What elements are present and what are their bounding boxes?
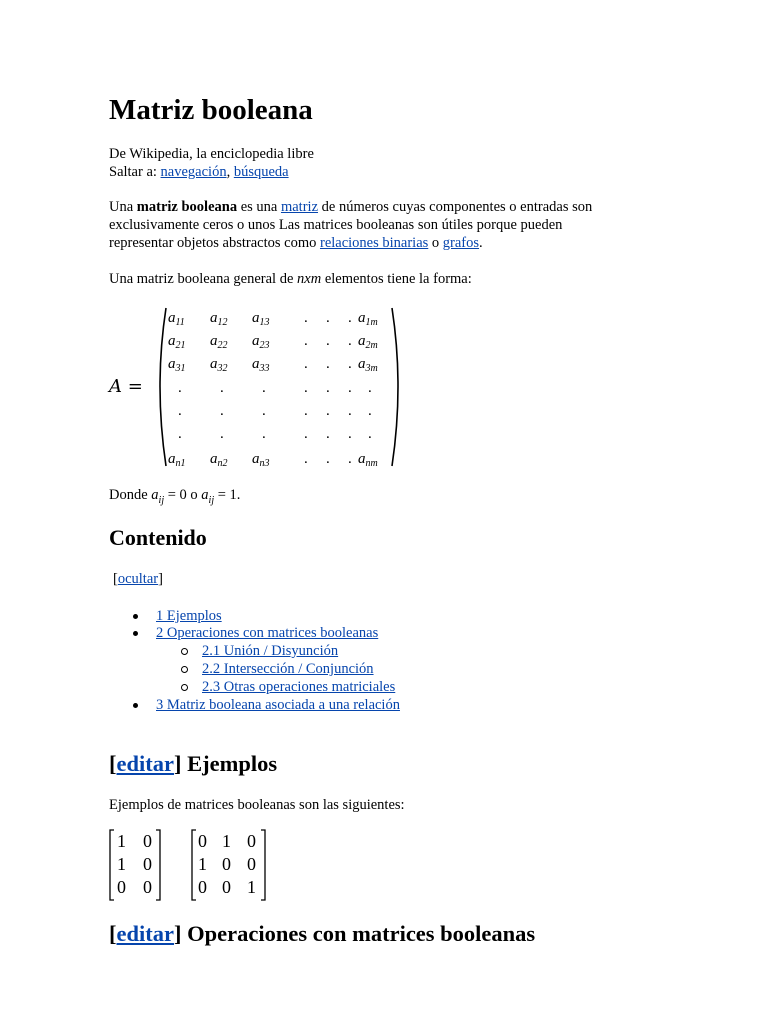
- matrix-cell: .: [326, 403, 330, 419]
- section-title: Operaciones con matrices booleanas: [187, 921, 536, 946]
- matrix-cell: .: [304, 403, 308, 419]
- example-matrix-2-cell: 1: [222, 831, 231, 851]
- matrix-cell: .: [348, 310, 352, 326]
- intro-text: .: [479, 235, 483, 251]
- general-form-a: Una matriz booleana general de: [109, 271, 298, 287]
- example-matrix-2-cell: 0: [222, 877, 231, 897]
- toc-item-link[interactable]: 2 Operaciones con matrices booleanas: [156, 625, 379, 641]
- intro-text: representar objetos abstractos como: [109, 235, 320, 251]
- matrix-cell: $a_{22}$: [210, 333, 228, 351]
- example-matrix-2-cell: 1: [247, 877, 256, 897]
- matrix-cell: .: [326, 333, 330, 349]
- matrix-cell: .: [348, 333, 352, 349]
- matrix-cell: .: [326, 380, 330, 396]
- matrix-cell: .: [304, 426, 308, 442]
- where-line: [109, 486, 240, 510]
- matrix-cell: .: [368, 426, 372, 442]
- matrix-cell: .: [178, 403, 182, 419]
- jump-prefix: Saltar a:: [109, 164, 161, 180]
- search-link[interactable]: búsqueda: [233, 164, 289, 180]
- toc-heading: Contenido: [109, 525, 207, 550]
- nxm-term: nxm: [297, 271, 322, 287]
- matrix-cell: .: [348, 451, 352, 467]
- matrix-cell: .: [262, 426, 266, 442]
- matrix-cell: .: [326, 356, 330, 372]
- example-matrix-2-cell: 0: [198, 831, 207, 851]
- bracket: [: [109, 921, 117, 946]
- matrix-cell: $a_{n2}$: [210, 451, 228, 469]
- bracket: [: [113, 571, 118, 587]
- matrix-cell: $a_{32}$: [210, 356, 228, 374]
- left-paren: [160, 308, 166, 466]
- example-matrix-1-cell: 0: [117, 877, 126, 897]
- a-ij: a: [201, 487, 209, 503]
- matrix-cell: .: [304, 310, 308, 326]
- toc-item-link[interactable]: 2.1 Unión / Disyunción: [202, 643, 339, 659]
- section-heading-operaciones: [109, 920, 535, 948]
- general-form-b: elementos tiene la forma:: [321, 271, 472, 287]
- matrix-cell: .: [304, 356, 308, 372]
- where-text: Donde: [109, 487, 152, 503]
- example-matrix-2-cell: 0: [198, 877, 207, 897]
- toc-item-link[interactable]: 1 Ejemplos: [156, 608, 222, 624]
- matrix-cell: .: [178, 380, 182, 396]
- example-matrix-1-cell: 0: [143, 877, 152, 897]
- example-matrix-2-cell: 0: [247, 831, 256, 851]
- matrix-cell: $a_{3m}$: [358, 356, 378, 374]
- m2-left-bracket: [192, 830, 196, 900]
- matrix-cell: $a_{33}$: [252, 356, 270, 374]
- toc-item-link[interactable]: 3 Matriz booleana asociada a una relación: [156, 697, 400, 713]
- intro-text: es una: [237, 199, 281, 215]
- section-heading-ejemplos: [109, 750, 277, 778]
- matrix-cell: .: [304, 451, 308, 467]
- toc-item[interactable]: [156, 696, 400, 714]
- bracket: ]: [173, 751, 188, 776]
- matrix-cell: .: [368, 380, 372, 396]
- matrix-cell: .: [178, 426, 182, 442]
- matrix-cell: .: [304, 333, 308, 349]
- toc-item[interactable]: [202, 642, 338, 660]
- matrix-cell: .: [262, 380, 266, 396]
- page-title: Matriz booleana: [109, 94, 313, 126]
- a-ij: a: [151, 487, 159, 503]
- matrix-cell: .: [348, 356, 352, 372]
- matriz-link[interactable]: matriz: [280, 199, 319, 215]
- ij-sub: ij: [208, 494, 215, 506]
- bracket: ]: [173, 921, 188, 946]
- bracket: ]: [158, 571, 163, 587]
- intro-line-1: [109, 198, 592, 216]
- intro-text: Una: [109, 199, 137, 215]
- hide-toc-link[interactable]: ocultar: [117, 571, 159, 587]
- matrix-cell: $a_{21}$: [168, 333, 186, 351]
- toc-item[interactable]: [202, 660, 374, 678]
- matrix-lhs: A =: [109, 376, 143, 397]
- matrix-cell: .: [368, 403, 372, 419]
- source-line: De Wikipedia, la enciclopedia libre: [109, 146, 314, 162]
- edit-link-ejemplos[interactable]: editar: [116, 751, 174, 776]
- right-paren: [392, 308, 398, 466]
- matrix-cell: $a_{31}$: [168, 356, 186, 374]
- m2-right-bracket: [261, 830, 265, 900]
- matrix-cell: .: [326, 426, 330, 442]
- section-title: Ejemplos: [187, 751, 278, 776]
- example-matrix-1-cell: 0: [143, 854, 152, 874]
- matrix-cell: $a_{11}$: [168, 310, 185, 328]
- edit-link-operaciones[interactable]: editar: [116, 921, 174, 946]
- toc-item[interactable]: [156, 607, 222, 625]
- matrix-cell: .: [348, 403, 352, 419]
- matrix-cell: .: [326, 310, 330, 326]
- toc-item-link[interactable]: 2.3 Otras operaciones matriciales: [202, 679, 396, 695]
- matrix-cell: $a_{2m}$: [358, 333, 378, 351]
- intro-text: o: [428, 235, 443, 251]
- intro-bold-term: matriz booleana: [136, 199, 238, 215]
- matrix-cell: .: [262, 403, 266, 419]
- matrix-cell: $a_{1m}$: [358, 310, 378, 328]
- example-matrix-1-cell: 1: [117, 831, 126, 851]
- m1-left-bracket: [110, 830, 114, 900]
- where-text: = 0 o: [164, 487, 202, 503]
- matrix-cell: .: [348, 426, 352, 442]
- matrix-cell: .: [304, 380, 308, 396]
- toc-item-link[interactable]: 2.2 Intersección / Conjunción: [202, 661, 374, 677]
- matrix-cell: $a_{nm}$: [358, 451, 378, 469]
- navigation-link[interactable]: navegación: [160, 164, 227, 180]
- intro-text: de números cuyas componentes o entradas son: [318, 199, 593, 215]
- matrix-cell: .: [348, 380, 352, 396]
- example-matrix-2-cell: 0: [247, 854, 256, 874]
- toc-hide-toggle: [113, 570, 163, 588]
- relaciones-binarias-link[interactable]: relaciones binarias: [319, 235, 429, 251]
- grafos-link[interactable]: grafos: [442, 235, 480, 251]
- jump-sep: ,: [226, 164, 234, 180]
- general-form-text: [109, 270, 472, 288]
- example-matrix-1-cell: 0: [143, 831, 152, 851]
- example-matrix-2-cell: 1: [198, 854, 207, 874]
- matrix-cell: .: [220, 426, 224, 442]
- m1-right-bracket: [156, 830, 160, 900]
- intro-line-3: [109, 234, 483, 252]
- matrix-cell: .: [220, 403, 224, 419]
- ij-sub: ij: [158, 494, 165, 506]
- intro-line-2: exclusivamente ceros o unos Las matrices booleanas son útiles porque pueden: [109, 217, 563, 233]
- example-matrix-1-cell: 1: [117, 854, 126, 874]
- bracket: [: [109, 751, 117, 776]
- example-matrix-2-cell: 0: [222, 854, 231, 874]
- matrix-cell: .: [326, 451, 330, 467]
- where-text: = 1.: [214, 487, 241, 503]
- matrix-cell: $a_{12}$: [210, 310, 228, 328]
- jump-links: [109, 163, 289, 181]
- toc-item[interactable]: [156, 624, 378, 642]
- matrix-cell: $a_{13}$: [252, 310, 270, 328]
- matrix-cell: $a_{n1}$: [168, 451, 186, 469]
- examples-text: Ejemplos de matrices booleanas son las siguientes:: [109, 797, 405, 813]
- matrix-cell: .: [220, 380, 224, 396]
- toc-item[interactable]: [202, 678, 395, 696]
- matrix-cell: $a_{n3}$: [252, 451, 270, 469]
- matrix-cell: $a_{23}$: [252, 333, 270, 351]
